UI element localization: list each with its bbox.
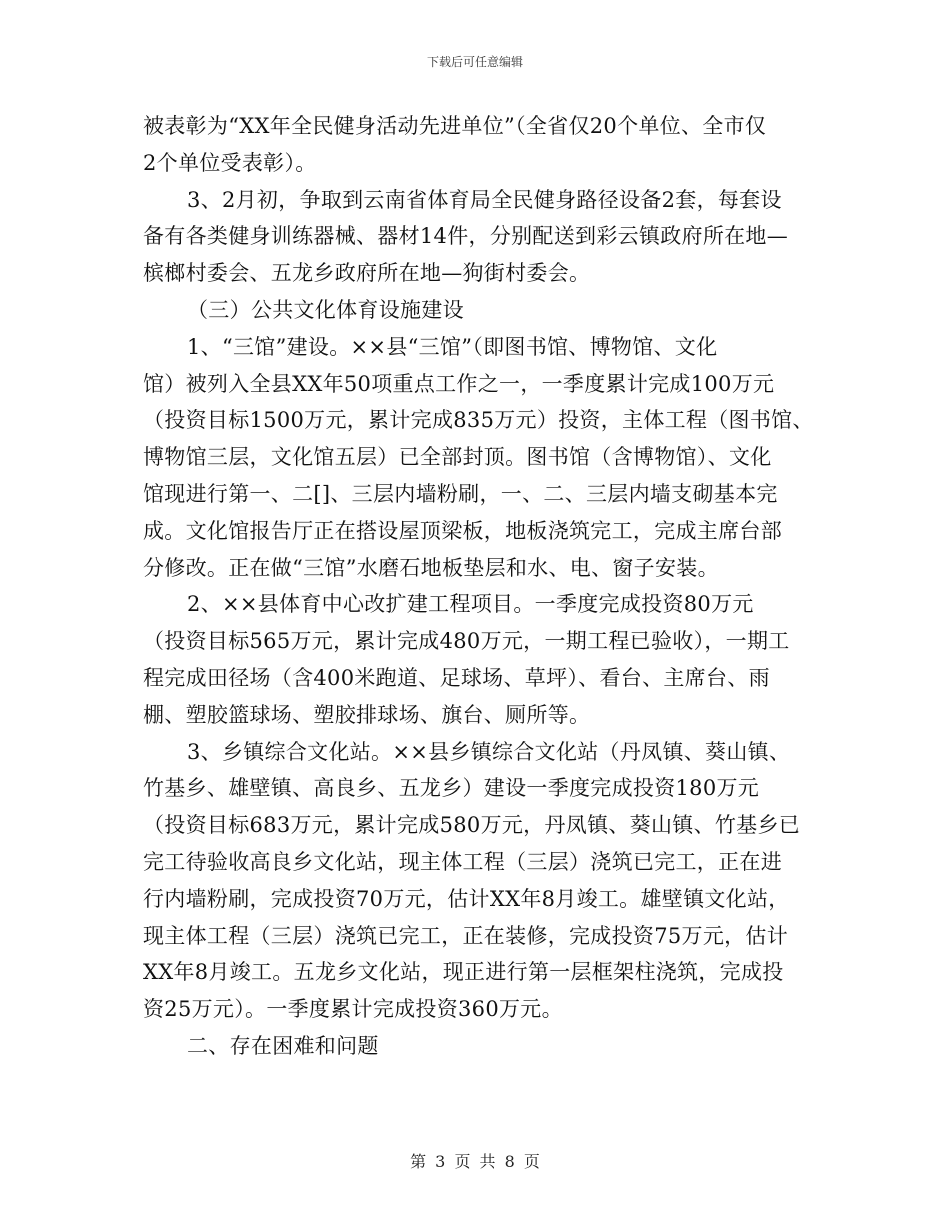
body-line: 馆）被列入全县XX年50项重点工作之一，一季度累计完成100万元 — [143, 371, 775, 396]
document-body — [143, 108, 813, 1065]
body-line: 竹基乡、雄壁镇、高良乡、五龙乡）建设一季度完成投资180万元 — [143, 776, 760, 801]
body-line: 博物馆三层，文化馆五层）已全部封顶。图书馆（含博物馆）、文化 — [143, 445, 772, 470]
section-heading: （三）公共文化体育设施建设 — [187, 297, 464, 322]
paragraph-first-line: 2、××县体育中心改扩建工程项目。一季度完成投资80万元 — [187, 592, 754, 617]
body-line: 资25万元）。一季度累计完成投资360万元。 — [143, 997, 563, 1022]
paragraph-first-line: 3、2月初，争取到云南省体育局全民健身路径设备2套，每套设 — [187, 187, 782, 212]
body-line: 现主体工程（三层）浇筑已完工，正在装修，完成投资75万元，估计 — [143, 923, 789, 948]
body-line: （投资目标565万元，累计完成480万元，一期工程已验收），一期工 — [143, 629, 790, 654]
body-line: （投资目标683万元，累计完成580万元，丹凤镇、葵山镇、竹基乡已 — [143, 813, 801, 838]
body-line: 程完成田径场（含400米跑道、足球场、草坪）、看台、主席台、雨 — [143, 665, 770, 690]
body-line: 槟榔村委会、五龙乡政府所在地—狗街村委会。 — [143, 261, 591, 286]
page-header: 下载后可任意编辑 — [426, 55, 523, 69]
paragraph-first-line: 1、“三馆”建设。××县“三馆”（即图书馆、博物馆、文化 — [187, 334, 718, 359]
body-line: （投资目标1500万元，累计完成835万元）投资，主体工程（图书馆、 — [143, 408, 814, 433]
section-heading: 二、存在困难和问题 — [187, 1033, 379, 1058]
body-line: 行内墙粉刷，完成投资70万元，估计XX年8月竣工。雄壁镇文化站， — [143, 886, 790, 911]
body-line: 成。文化馆报告厅正在搭设屋顶梁板，地板浇筑完工，完成主席台部 — [143, 518, 782, 543]
body-line: 备有各类健身训练器械、器材14件，分别配送到彩云镇政府所在地— — [143, 224, 789, 249]
body-line: 棚、塑胶篮球场、塑胶排球场、旗台、厕所等。 — [143, 702, 591, 727]
page-number-footer: 第 3 页 共 8 页 — [410, 1152, 540, 1171]
body-line: 完工待验收高良乡文化站，现主体工程（三层）浇筑已完工，正在进 — [143, 849, 782, 874]
body-line: 馆现进行第一、二[]、三层内墙粉刷，一、二、三层内墙支砌基本完 — [143, 481, 778, 506]
body-line: 被表彰为“XX年全民健身活动先进单位”（全省仅20个单位、全市仅 — [143, 114, 767, 138]
paragraph-first-line: 3、乡镇综合文化站。××县乡镇综合文化站（丹凤镇、葵山镇、 — [187, 739, 791, 764]
body-line: 2个单位受表彰）。 — [143, 150, 317, 175]
body-line: 分修改。正在做“三馆”水磨石地板垫层和水、电、窗子安装。 — [143, 555, 719, 580]
body-line: XX年8月竣工。五龙乡文化站，现正进行第一层框架柱浇筑，完成投 — [143, 960, 784, 985]
